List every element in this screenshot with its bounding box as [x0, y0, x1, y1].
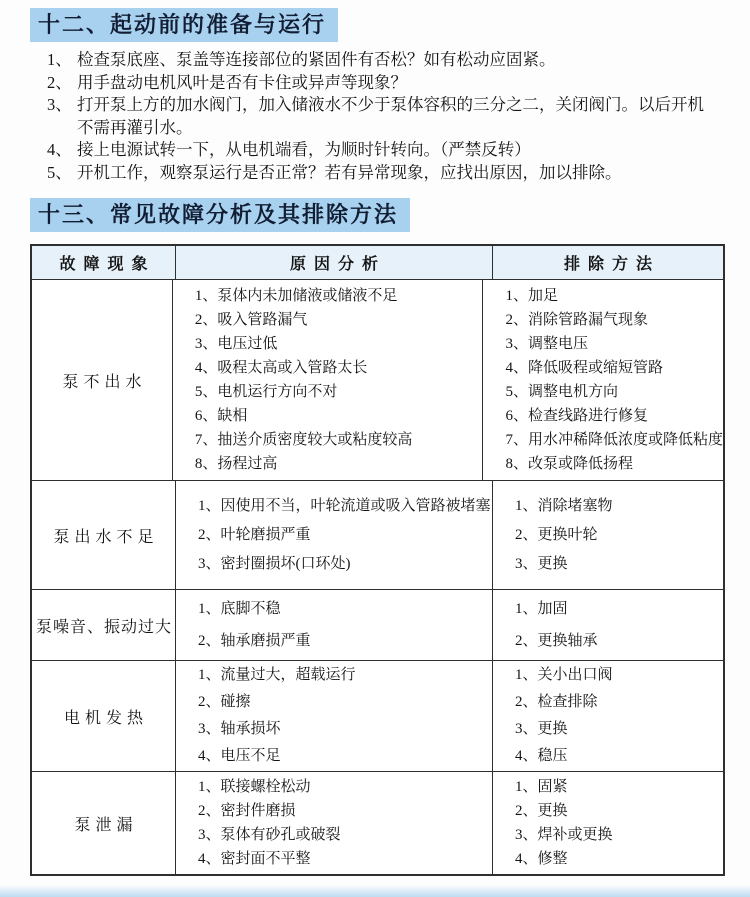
symptom-cell — [32, 661, 176, 771]
symptom-label: 泵出水不足 — [53, 528, 159, 546]
remedy-item: 5、调整电机方向 — [505, 384, 618, 400]
cause-item: 2、密封件磨损 — [198, 803, 296, 819]
list-item-number: 4、 — [47, 140, 72, 159]
remedy-item: 4、降低吸程或缩短管路 — [505, 360, 663, 376]
remedy-item: 2、更换叶轮 — [515, 526, 598, 543]
list-item-text: 接上电源试转一下，从电机端看，为顺时针转向。（严禁反转） — [77, 140, 531, 159]
symptom-label: 泵泄漏 — [74, 816, 138, 834]
remedy-item: 3、调整电压 — [505, 336, 588, 352]
symptom-label: 电机发热 — [63, 709, 148, 727]
list-item-number: 3、 — [47, 95, 72, 114]
cause-item: 1、因使用不当，叶轮流道或吸入管路被堵塞 — [198, 497, 491, 514]
cause-item: 1、底脚不稳 — [198, 601, 281, 617]
remedy-item: 2、消除管路漏气现象 — [505, 312, 648, 328]
cause-item: 5、电机运行方向不对 — [194, 384, 338, 400]
section-13-title: 十三、常见故障分析及其排除方法 — [30, 198, 410, 232]
list-item-text: 用手盘动电机风叶是否有卡住或异声等现象？ — [77, 72, 407, 92]
remedy-item: 7、用水冲稀降低浓度或降低粘度 — [505, 432, 723, 448]
cause-item: 3、密封圈损坏(口环处) — [198, 555, 351, 572]
cause-cell — [176, 772, 493, 874]
list-item — [47, 72, 715, 95]
table-header-row — [32, 246, 723, 279]
list-item — [47, 49, 715, 72]
symptom-cell — [32, 590, 176, 660]
section-12 — [30, 8, 750, 42]
remedy-item: 3、更换 — [515, 555, 568, 572]
header-cell-remedy — [493, 246, 723, 279]
remedy-item: 1、消除堵塞物 — [515, 497, 613, 514]
symptom-label: 泵噪音、振动过大 — [35, 618, 172, 636]
cause-item: 2、轴承磨损严重 — [198, 633, 311, 649]
symptom-cell — [32, 772, 176, 874]
cause-item: 2、吸入管路漏气 — [194, 312, 308, 328]
preparation-list — [47, 49, 715, 184]
list-item-text: 检查泵底座、泵盖等连接部位的紧固件有否松？如有松动应固紧。 — [77, 50, 556, 69]
remedy-cell — [493, 661, 723, 771]
table-row — [32, 771, 723, 874]
cause-item: 1、泵体内未加储液或储液不足 — [194, 288, 398, 304]
section-13 — [30, 198, 750, 232]
cause-item: 2、叶轮磨损严重 — [198, 526, 311, 543]
cause-item: 6、缺相 — [194, 408, 248, 424]
page-bottom-shade — [0, 885, 750, 897]
symptom-cell — [32, 481, 176, 589]
cause-cell — [176, 590, 493, 660]
cause-item: 3、轴承损坏 — [198, 721, 281, 737]
cause-item: 3、泵体有砂孔或破裂 — [198, 827, 341, 843]
remedy-item: 4、稳压 — [515, 748, 568, 764]
cause-item: 4、密封面不平整 — [198, 851, 311, 867]
remedy-cell — [493, 772, 723, 874]
table-row — [32, 660, 723, 771]
table-row — [32, 480, 723, 589]
cause-item: 4、吸程太高或入管路太长 — [194, 360, 368, 376]
cause-item: 4、电压不足 — [198, 748, 281, 764]
remedy-item: 1、关小出口阀 — [515, 667, 613, 683]
table-row — [32, 279, 723, 480]
section-12-title: 十二、起动前的准备与运行 — [30, 8, 338, 42]
remedy-item: 3、焊补或更换 — [515, 827, 613, 843]
cause-item: 8、扬程过高 — [194, 456, 278, 472]
header-label: 故障现象 — [59, 256, 156, 273]
cause-item: 1、联接螺栓松动 — [198, 779, 311, 795]
cause-item: 7、抽送介质密度较大或粘度较高 — [194, 432, 413, 448]
remedy-cell — [483, 280, 723, 480]
remedy-item: 4、修整 — [515, 851, 568, 867]
remedy-item: 1、固紧 — [515, 779, 568, 795]
cause-cell — [173, 280, 484, 480]
list-item-number: 1、 — [47, 50, 72, 69]
remedy-item: 2、检查排除 — [515, 694, 598, 710]
cause-item: 2、碰擦 — [198, 694, 251, 710]
list-item-text: 开机工作，观察泵运行是否正常？若有异常现象，应找出原因，加以排除。 — [77, 162, 622, 182]
list-item — [47, 139, 715, 162]
symptom-cell — [32, 280, 173, 480]
header-label: 排除方法 — [563, 256, 660, 273]
table-row — [32, 589, 723, 660]
list-item — [47, 162, 715, 185]
remedy-item: 2、更换 — [515, 803, 568, 819]
remedy-cell — [493, 590, 723, 660]
remedy-cell — [493, 481, 723, 589]
symptom-label: 泵不出水 — [62, 373, 147, 391]
cause-item: 1、流量过大，超载运行 — [198, 667, 356, 683]
list-item-number: 2、 — [47, 72, 72, 92]
remedy-item: 2、更换轴承 — [515, 633, 598, 649]
remedy-item: 8、改泵或降低扬程 — [505, 456, 633, 472]
list-item — [47, 94, 715, 139]
list-item-text: 打开泵上方的加水阀门，加入储液水不少于泵体容积的三分之二，关闭阀门。以后开机不需再灌引水。 — [77, 95, 704, 137]
list-item-number: 5、 — [47, 162, 72, 182]
header-cell-symptom — [32, 246, 176, 279]
header-cell-cause — [176, 246, 493, 279]
header-label: 原因分析 — [289, 256, 386, 273]
remedy-item: 3、更换 — [515, 721, 568, 737]
cause-cell — [176, 481, 493, 589]
cause-item: 3、电压过低 — [194, 336, 278, 352]
remedy-item: 1、加足 — [505, 288, 558, 304]
remedy-item: 6、检查线路进行修复 — [505, 408, 648, 424]
cause-cell — [176, 661, 493, 771]
remedy-item: 1、加固 — [515, 601, 568, 617]
fault-table — [30, 244, 725, 876]
